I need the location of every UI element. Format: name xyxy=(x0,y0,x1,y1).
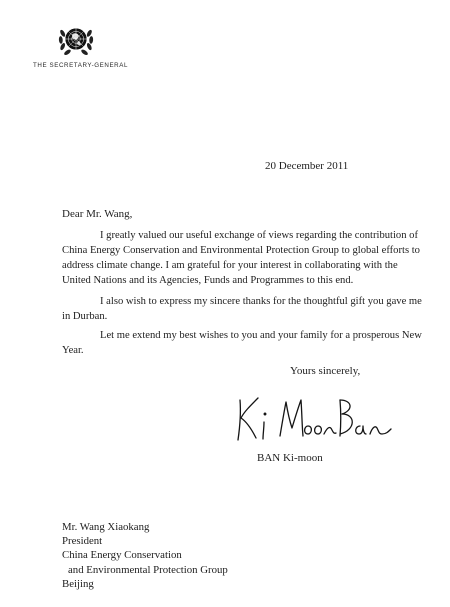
handwritten-signature-icon xyxy=(228,392,393,450)
recipient-city: Beijing xyxy=(62,577,94,590)
letter-date: 20 December 2011 xyxy=(265,160,349,172)
recipient-title: President xyxy=(62,535,103,548)
closing: Yours sincerely, xyxy=(290,365,361,377)
un-emblem-icon xyxy=(57,20,95,58)
body-paragraph-2: I also wish to express my sincere thanks for the thoughtful gift you gave me in Durban. xyxy=(62,296,422,322)
body-paragraph-3: Let me extend my best wishes to you and your family for a prosperous New Year. xyxy=(62,330,422,356)
recipient-org-line-1: China Energy Conservation xyxy=(62,549,182,562)
office-title: THE SECRETARY-GENERAL xyxy=(33,62,129,69)
recipient-name: Mr. Wang Xiaokang xyxy=(62,521,150,533)
signer-name: BAN Ki-moon xyxy=(257,452,323,464)
salutation: Dear Mr. Wang, xyxy=(62,208,133,220)
body-paragraph-1: I greatly valued our useful exchange of views regarding the contribution of China Energy Conservation and Environmental Protection Group to global efforts to address climate change. I am grateful for your interest in collaborating with the United Nations and its Agencies, Funds and Programmes to this end. xyxy=(62,230,420,286)
recipient-org-line-2: and Environmental Protection Group xyxy=(68,563,228,576)
recipient-address xyxy=(62,520,228,591)
